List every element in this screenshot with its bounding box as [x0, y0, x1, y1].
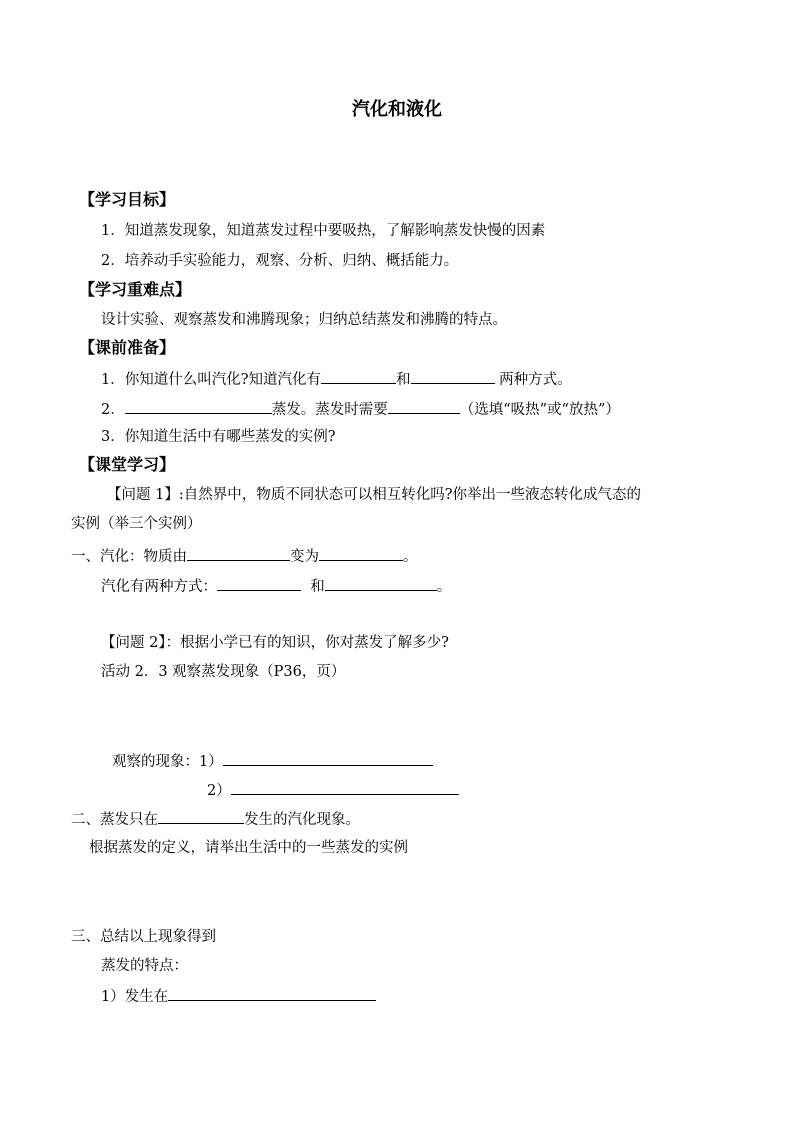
section-heading-classroom: 【课堂学习】	[79, 455, 176, 474]
feature-1-text: 1）发生在	[101, 989, 169, 1005]
fill-blank[interactable]	[158, 808, 244, 824]
part-3-heading: 三、总结以上现象得到	[71, 929, 216, 945]
fill-blank[interactable]	[187, 545, 290, 561]
key-points-text: 设计实验、观察蒸发和沸腾现象；归纳总结蒸发和沸腾的特点。	[101, 312, 507, 328]
section-heading-preparation: 【课前准备】	[79, 338, 176, 357]
fill-blank[interactable]	[168, 985, 376, 1001]
fill-blank[interactable]	[319, 545, 403, 561]
prep-q2-note: （选填“吸热”或“放热”）	[459, 402, 620, 418]
observation-2-num: 2）	[207, 783, 231, 799]
part-2-text: 二、蒸发只在	[71, 812, 158, 828]
prep-q1-text: 1．你知道什么叫汽化?知道汽化有	[101, 372, 321, 388]
prep-q2-num: 2．	[101, 402, 125, 418]
section-heading-key-points: 【学习重难点】	[79, 280, 192, 299]
prep-q2-text: 蒸发。蒸发时需要	[271, 402, 388, 418]
part-2-prompt: 根据蒸发的定义，请举出生活中的一些蒸发的实例	[89, 840, 408, 856]
fill-blank[interactable]	[321, 368, 396, 384]
part-2-definition	[71, 808, 360, 830]
fill-blank[interactable]	[217, 575, 301, 591]
ways-end: 。	[436, 579, 452, 595]
features-label: 蒸发的特点：	[101, 958, 188, 974]
fill-blank[interactable]	[325, 575, 437, 591]
page-title: 汽化和液化	[352, 99, 442, 120]
prep-question-2	[101, 398, 620, 420]
objective-item: 1．知道蒸发现象，知道蒸发过程中要吸热，了解影响蒸发快慢的因素	[101, 223, 546, 239]
prep-q1-and: 和	[396, 372, 411, 388]
part-1-end: 。	[403, 549, 418, 565]
ways-text: 汽化有两种方式：	[101, 579, 217, 595]
fill-blank[interactable]	[388, 398, 460, 414]
question-2: 【问题 2】：根据小学已有的知识，你对蒸发了解多少?	[101, 635, 449, 651]
fill-blank[interactable]	[223, 750, 433, 766]
fill-blank[interactable]	[411, 368, 495, 384]
feature-1	[101, 985, 376, 1007]
fill-blank[interactable]	[125, 398, 272, 414]
objective-item: 2．培养动手实验能力，观察、分析、归纳、概括能力。	[101, 253, 459, 269]
part-1-to: 变为	[290, 549, 319, 565]
section-heading-objectives: 【学习目标】	[79, 190, 176, 209]
observation-label: 观察的现象：1）	[112, 754, 223, 770]
vaporization-ways	[101, 575, 451, 597]
fill-blank[interactable]	[231, 779, 459, 795]
prep-question-3: 3．你知道生活中有哪些蒸发的实例?	[101, 429, 336, 445]
question-1-line1: 【问题 1】:自然界中，物质不同状态可以相互转化吗?你举出一些液态转化成气态的	[107, 487, 641, 503]
activity-label: 活动 2．3 观察蒸发现象（P36，页）	[101, 664, 346, 680]
question-1-line2: 实例（举三个实例）	[71, 516, 202, 532]
observation-1	[112, 750, 433, 772]
part-2-end: 发生的汽化现象。	[244, 812, 360, 828]
part-1-text: 一、汽化：物质由	[71, 549, 187, 565]
ways-and: 和	[310, 579, 325, 595]
part-1-definition	[71, 545, 418, 567]
prep-question-1	[101, 368, 572, 390]
observation-2	[207, 779, 459, 801]
prep-q1-end: 两种方式。	[499, 372, 572, 388]
